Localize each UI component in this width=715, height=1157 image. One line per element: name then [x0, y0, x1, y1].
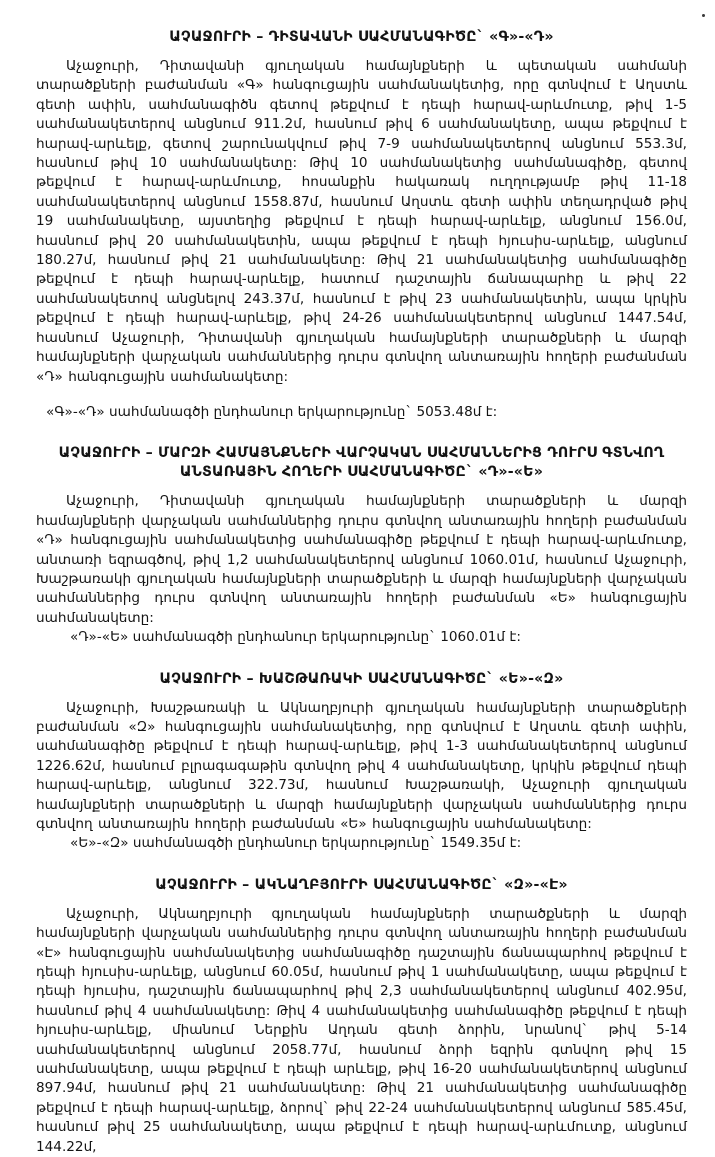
section-body-g-d: Աչաջուրի, Դիտավանի գյուղական համայնքների և պետական սահմանի տարածքների բաժանման «Գ» հանգուցային սահմանակետից, որը գտնվում է Աղստև գետի ափին, սահմանագիծն գետով թեքվում է դեպի հարավ-արևմուտք, թիվ 1-5 սահմանակետերով անցնում 911.2մ, հասնում թիվ 6 սահմանակետը, ապա թեքվում է հարավ-արևելք, գետով շարունակվում թիվ 7-9 սահմանակետերով անցնում 553.3մ, հասնում թիվ 10 սահմանակետը: Թիվ 10 սահմանակետից սահմանագիծը, գետով թեքվում է հարավ-արևմուտք, հոսանքին հակառակ ուղղությամբ թիվ 11-18 սահմանակետերով անցնում 1558.87մ, հասնում Աղստև գետի ափին տեղադրված թիվ 19 սահմանակետը, այստեղից թեքվում է դեպի հարավ-արևելք, անցնում 156.0մ, հասնում թիվ 20 սահմանակետին, ապա թեքվում է դեպի հյուսիս-արևելք, անցնում 180.27մ, հասնում թիվ 21 սահմանակետը: Թիվ 21 սահմանակետից սահմանագիծը թեքվում է դեպի հարավ-արևելք, հատում դաշտային ճանապարհը և թիվ 22 սահմանակետով անցնելով 243.37մ, հասնում է թիվ 23 սահմանակետին, ապա կրկին թեքվում է դեպի հարավ-արևելք, թիվ 24-26 սահմանակետերով անցնում 1447.54մ, հասնում Աչաջուրի, Դիտավանի գյուղական համայնքների տարածքների և մարզի համայնքների վարչական սահմաններից դուրս գտնվող անտառային հողերի բաժանման «Դ» հանգուցային սահմանակետը:	[36, 58, 687, 385]
scan-artifact-dot	[702, 14, 705, 17]
section-g-d	[36, 16, 687, 422]
section-d-e	[36, 432, 687, 647]
section-summary-g-d: «Գ»-«Դ» սահմանագծի ընդհանուր երկարությունը` 5053.48մ է:	[46, 403, 498, 420]
section-body-d-e: Աչաջուրի, Դիտավանի գյուղական համայնքների տարածքների և մարզի համայնքների վարչական սահմաններից դուրս գտնվող անտառային հողերի բաժանման «Դ» հանգուցային սահմանակետից սահմանագիծը թեքվում է դեպի հարավ-արևմուտք, անտառի եզրագծով, թիվ 1,2 սահմանակետերով անցնում 1060.01մ, հասնում Աչաջուրի, Խաշթառակի գյուղական համայնքների տարածքների և մարզի համայնքների վարչական սահմաններից դուրս գտնվող անտառային հողերի բաժանման «Ե» հանգուցային սահմանակետը:	[36, 493, 687, 626]
section-heading-d-e: ԱՉԱՋՈՒՐԻ – ՄԱՐԶԻ ՀԱՄԱՅՆՔՆԵՐԻ ՎԱՐՉԱԿԱՆ ՍԱՀՄԱՆՆԵՐԻՑ ԴՈՒՐՍ ԳՏՆՎՈՂ ԱՆՏԱՌԱՅԻՆ ՀՈՂԵՐԻ ՍԱՀՄԱՆԱԳԻԾԸ` «Դ»-«Ե»	[58, 445, 665, 481]
section-e-z	[36, 658, 687, 854]
section-body-z-e7: Աչաջուրի, Ակնաղբյուրի գյուղական համայնքների տարածքների և մարզի համայնքների վարչական սահմաններից դուրս գտնվող անտառային հողերի բաժանման «Է» հանգուցային սահմանակետից սահմանագիծը դաշտային ճանապարհով թեքվում է դեպի հյուսիս-արևելք, անցնում 60.05մ, հասնում թիվ 1 սահմանակետը, ապա թեքվում է դեպի հյուսիս, դաշտային ճանապարհով թիվ 2,3 սահմանակետերով անցնում 402.95մ, հասնում թիվ 4 սահմանակետը: Թիվ 4 սահմանակետից սահմանագիծը թեքվում է դեպի հյուսիս-արևելք, միանում Ներքին Աղդան գետի ձորին, նրանով` թիվ 5-14 սահմանակետերով անցնում 2058.77մ, հասնում ձորի եզրին գտնվող թիվ 15 սահմանակետը, ապա թեքվում է դեպի արևելք, թիվ 16-20 սահմանակետերով անցնում 897.94մ, հասնում թիվ 21 սահմանակետը: Թիվ 21 սահմանակետից սահմանագիծը թեքվում է դեպի հարավ-արևելք, ձորով` թիվ 22-24 սահմանակետերով անցնում 585.45մ, հասնում թիվ 25 սահմանակետը, ապա թեքվում է դեպի հարավ-արևմուտք, անցնում 144.22մ,	[36, 905, 687, 1155]
section-body-e-z: Աչաջուրի, Խաշթառակի և Ակնաղբյուրի գյուղական համայնքների տարածքների բաժանման «Զ» հանգուցային սահմանակետից, որը գտնվում է Աղստև գետի ափին, սահմանագիծը թեքվում է դեպի հարավ-արևելք, թիվ 1-3 սահմանակետերով անցնում 1226.62մ, հասնում բլրագագաթին գտնվող թիվ 4 սահմանակետը, կրկին թեքվում դեպի հարավ-արևելք, անցնում 322.73մ, հասնում Խաշթառակի, Աչաջուրի գյուղական համայնքների տարածքների և մարզի համայնքների վարչական սահմաններից դուրս գտնվող անտառային հողերի բաժանման «Ե» հանգուցային սահմանակետը:	[36, 699, 687, 832]
section-heading-z-e7: ԱՉԱՋՈՒՐԻ – ԱԿՆԱՂԲՅՈՒՐԻ ՍԱՀՄԱՆԱԳԻԾԸ` «Զ»-«Է»	[155, 876, 568, 893]
section-summary-e-z: «Ե»-«Զ» սահմանագծի ընդհանուր երկարությունը` 1549.35մ է:	[70, 835, 522, 852]
section-z-e7	[36, 864, 687, 1157]
section-heading-g-d: ԱՉԱՋՈՒՐԻ – ԴԻՏԱՎԱՆԻ ՍԱՀՄԱՆԱԳԻԾԸ` «Գ»-«Դ»	[169, 29, 554, 45]
section-summary-d-e: «Դ»-«Ե» սահմանագծի ընդհանուր երկարությունը` 1060.01մ է:	[70, 629, 521, 646]
section-heading-e-z: ԱՉԱՋՈՒՐԻ – ԽԱՇԹԱՌԱԿԻ ՍԱՀՄԱՆԱԳԻԾԸ` «Ե»-«Զ»	[159, 670, 564, 687]
